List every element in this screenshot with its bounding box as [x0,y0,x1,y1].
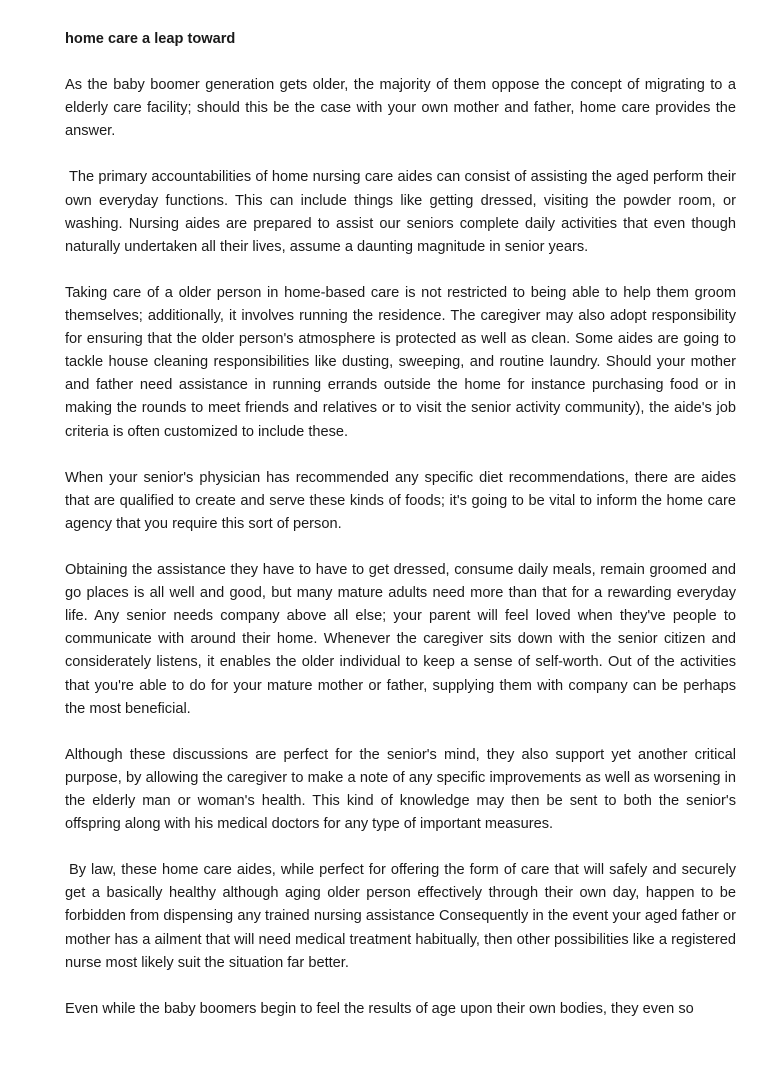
paragraph-2: The primary accountabilities of home nursing care aides can consist of assisting the aged perform their own everyday functions. This can include things like getting dressed, visiting the powder room, or washing. Nursing aides are prepared to assist our seniors complete daily activities that even though naturally undertaken all their lives, assume a daunting magnitude in senior years. [65,169,736,255]
paragraph-5: Obtaining the assistance they have to have to get dressed, consume daily meals, remain groomed and go places is all well and good, but many mature adults need more than that for a rewarding everyday life. Any senior needs company above all else; your parent will feel loved when they've people to communicate with around their home. Whenever the caregiver sits down with the senior citizen and considerately listens, it enables the older individual to keep a sense of self-worth. Out of the activities that you're able to do for your mature mother or father, supplying them with company can be perhaps the most beneficial. [65,562,736,717]
document-title: home care a leap toward [65,31,236,47]
paragraph-8: Even while the baby boomers begin to feel the results of age upon their own bodies, they even so [65,1000,694,1017]
paragraph-6: Although these discussions are perfect for the senior's mind, they also support yet another critical purpose, by allowing the caregiver to make a note of any specific improvements as well as worsening in the elderly man or woman's health. This kind of knowledge may then be sent to both the senior's offspring along with his medical doctors for any type of important measures. [65,746,736,833]
paragraph-4: When your senior's physician has recommended any specific diet recommendations, there are aides that are qualified to create and serve these kinds of foods; it's going to be vital to inform the home care agency that you require this sort of person. [65,469,736,532]
paragraph-3: Taking care of a older person in home-based care is not restricted to being able to help them groom themselves; additionally, it involves running the residence. The caregiver may also adopt responsibility for ensuring that the older person's atmosphere is protected as well as clean. Some aides are going to tackle house cleaning responsibilities like dusting, sweeping, and routine laundry. Should your mother and father need assistance in running errands outside the home for instance purchasing food or in making the rounds to meet friends and relatives or to visit the senior activity community), the aide's job criteria is often customized to include these. [65,284,736,440]
document-page [65,28,736,1044]
paragraph-1: As the baby boomer generation gets older, the majority of them oppose the concept of migrating to a elderly care facility; should this be the case with your own mother and father, home care provides the answer. [65,77,736,140]
paragraph-7: By law, these home care aides, while perfect for offering the form of care that will safely and securely get a basically healthy although aging older person effectively through their own day, happen to be forbidden from dispensing any trained nursing assistance Consequently in the event your aged father or mother has a ailment that will need medical treatment habitually, then other possibilities like a registered nurse most likely suit the situation far better. [65,862,736,971]
